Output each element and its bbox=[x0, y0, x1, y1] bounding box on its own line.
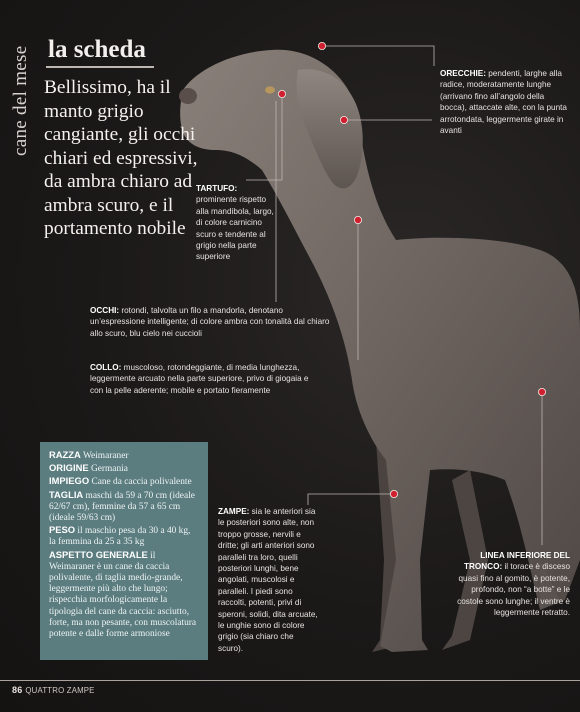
note-zampe: ZAMPE: sia le anteriori sia le posteriori sono alte, non troppo grosse, nervili e dritte; gli arti anteriori sono paralleli tra loro, quelli posteriori lunghi, bene angolati, muscolosi e paralleli. I piedi sono raccolti, potenti, privi di speroni, solidi, dita arcuate, le unghie sono di colore grigio (sia chiaro che scuro). bbox=[218, 507, 318, 653]
info-aspetto: ASPETTO GENERALE il Weimaraner è un cane da caccia polivalente, di taglia medio-grande, leggermente più alto che lungo; rispecchia morfologicamente la tipologia del cane da caccia: asciutto, forte, ma non pesante, con muscolatura potente e dalle forme armoniose bbox=[49, 548, 197, 640]
info-taglia: TAGLIA maschi da 59 a 70 cm (ideale 62/67 cm), femmine da 57 a 65 cm (ideale 59/63 cm) bbox=[49, 488, 195, 524]
section-rubric: cane del mese bbox=[10, 45, 31, 156]
info-razza: RAZZA Weimaraner bbox=[49, 449, 129, 461]
page-number: 86 bbox=[12, 685, 23, 695]
title-underline bbox=[46, 66, 154, 68]
breed-info-box bbox=[40, 442, 208, 660]
note-tronco: LINEA INFERIORE DEL TRONCO: il torace è disceso quasi fino al gomito, è potente, profondo, non “a botte” e le costole sono lunghe; il ventre è leggermente retratto. bbox=[457, 551, 570, 618]
intro-text: Bellissimo, ha il manto grigio cangiante, gli occhi chiari ed espressivi, da ambra chiaro ad ambra scuro, e il portamento nobile bbox=[44, 77, 198, 239]
info-origine: ORIGINE Germania bbox=[49, 462, 128, 475]
info-impiego: IMPIEGO Cane da caccia polivalente bbox=[49, 475, 192, 488]
footer-rule bbox=[0, 680, 580, 681]
note-tartufo: TARTUFO: prominente rispetto alla mandibola, largo, di colore carnicino scuro e tendente al grigio nella parte superiore bbox=[196, 184, 274, 262]
info-peso: PESO il maschio pesa da 30 a 40 kg, la femmina da 25 a 35 kg bbox=[49, 524, 191, 548]
page-folio bbox=[12, 685, 95, 695]
magazine-name: QUATTRO ZAMPE bbox=[25, 686, 95, 695]
note-collo: COLLO: muscoloso, rotondeggiante, di media lunghezza, leggermente arcuato nella parte superiore, privo di giogaia e con la pelle aderente; mobile e portato fieramente bbox=[90, 363, 309, 395]
note-orecchie: ORECCHIE: pendenti, larghe alla radice, moderatamente lunghe (arrivano fino all’angolo della bocca), attaccate alte, con la punta arrotondata, leggermente girate in avanti bbox=[440, 69, 567, 136]
note-occhi: OCCHI: rotondi, talvolta un filo a mandorla, denotano un’espressione intelligente; di colore ambra con tonalità dal chiaro allo scuro, blu cielo nei cuccioli bbox=[90, 306, 330, 338]
page-title: la scheda bbox=[48, 36, 146, 63]
